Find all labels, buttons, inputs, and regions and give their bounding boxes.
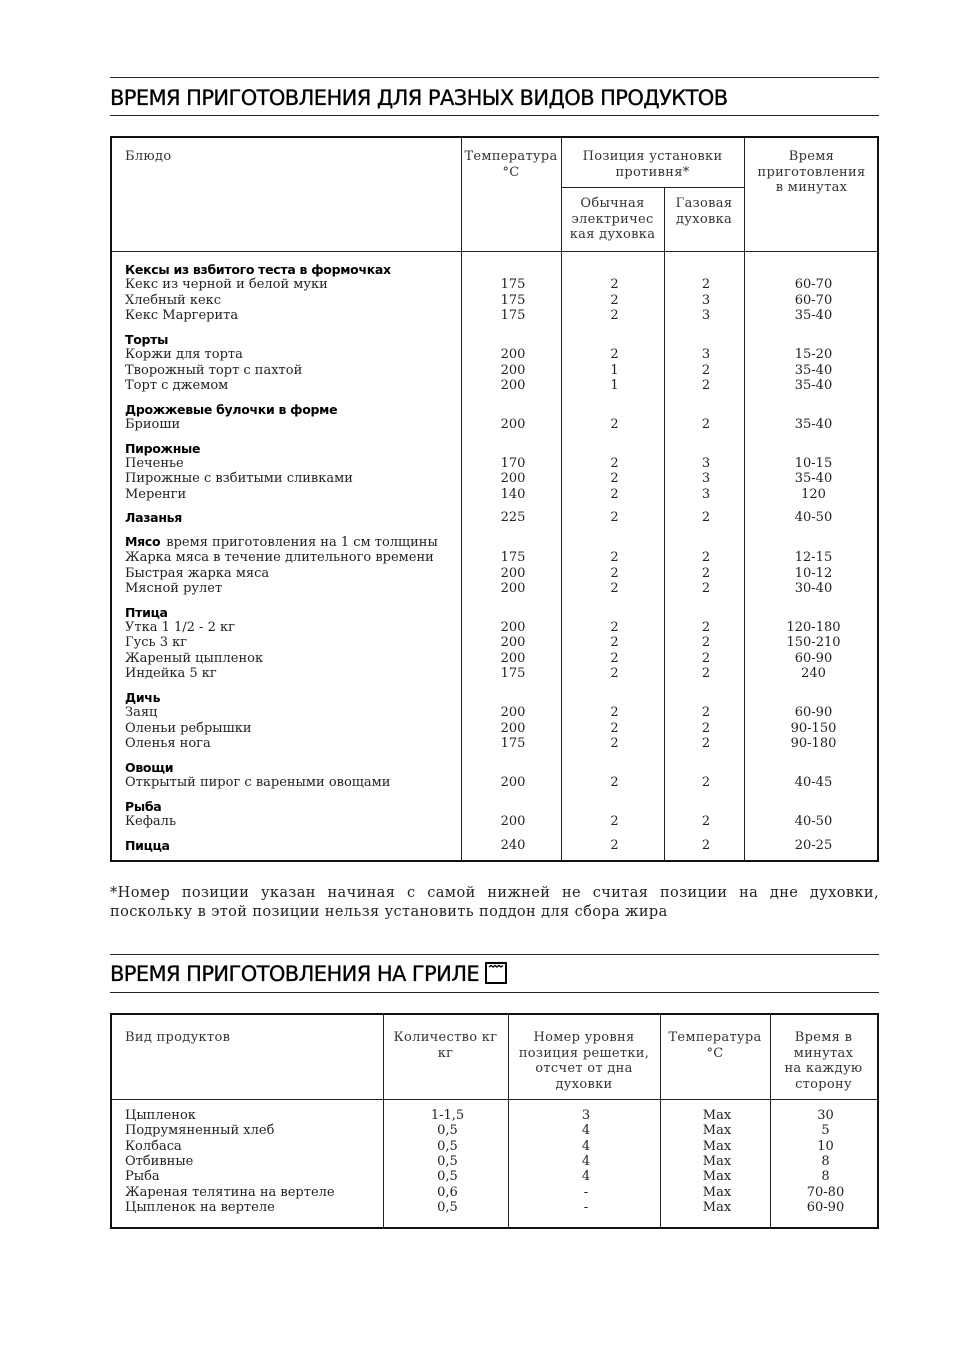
group-title: Дичь: [125, 689, 161, 705]
header-grill-temperature: [660, 1030, 770, 1061]
table2-header-rule: [112, 1099, 877, 1100]
table-row: [112, 363, 877, 378]
gas-position-cell: 2: [701, 620, 711, 635]
temperature-cell: 200: [500, 635, 526, 651]
quantity-cell: 0,5: [437, 1123, 458, 1139]
dish-name: Жареный цыпленок: [125, 650, 264, 666]
temperature-cell: 200: [500, 347, 526, 363]
table-row: [112, 471, 877, 486]
product-name: Отбивные: [125, 1153, 194, 1169]
header-level-line: позиция решетки,: [518, 1045, 650, 1061]
header-temperature-line: Температура: [464, 149, 558, 164]
header-position-line: противня*: [615, 164, 690, 180]
gas-position-cell: 2: [701, 277, 711, 293]
group-title: Овощи: [125, 759, 174, 775]
rack-level-cell: -: [583, 1184, 589, 1200]
quantity-cell: 0,5: [437, 1169, 458, 1185]
table-row: [112, 651, 877, 666]
cooking-time-cell: 60-90: [794, 650, 833, 666]
temperature-cell: 200: [500, 417, 526, 432]
grill-times-table: [110, 1013, 879, 1229]
cooking-time-cell: 90-150: [790, 720, 837, 736]
rack-level-cell: 4: [581, 1138, 591, 1154]
cooking-time-cell: 30-40: [794, 581, 833, 596]
gas-position-cell: 2: [701, 378, 711, 393]
table-row: [112, 550, 877, 565]
product-name: Цыпленок на вертеле: [125, 1199, 275, 1215]
dish-name: Кекс из черной и белой муки: [125, 277, 328, 293]
header-electric-line: Обычная: [580, 196, 645, 211]
time-per-side-cell: 8: [821, 1153, 830, 1169]
table-row: [112, 487, 877, 502]
cooking-times-table: [110, 136, 879, 862]
group-title: Дрожжевые булочки в форме: [125, 401, 338, 417]
header-time-line: приготовления: [757, 164, 866, 180]
dish-name: Кекс Маргерита: [125, 308, 239, 324]
dish-name: Торт с джемом: [125, 378, 229, 393]
electric-position-cell: 2: [610, 292, 619, 308]
rack-level-cell: 3: [581, 1108, 591, 1123]
gas-position-cell: 2: [701, 635, 711, 651]
dish-name: Жарка мяса в течение длительного времени: [125, 550, 434, 566]
header-time-line: в минутах: [775, 180, 848, 195]
gas-position-cell: 2: [701, 565, 711, 581]
section1-title-underline: [110, 115, 879, 116]
dish-name: Оленья нога: [125, 736, 211, 751]
quantity-cell: 1-1,5: [430, 1108, 465, 1123]
cooking-time-cell: 60-70: [794, 292, 833, 308]
cooking-time-cell: 15-20: [794, 347, 833, 363]
group-title: Рыба: [125, 798, 162, 814]
cooking-time-cell: 35-40: [794, 362, 833, 378]
electric-position-cell: 2: [610, 736, 619, 751]
header-product: Вид продуктов: [125, 1030, 231, 1045]
cooking-time-cell: 35-40: [794, 378, 833, 393]
electric-position-cell: 2: [610, 650, 619, 666]
header-quantity-line: Количество кг: [393, 1030, 498, 1045]
temperature-cell: 140: [500, 486, 526, 502]
table-row: [112, 1200, 877, 1215]
header-grill-temp-unit: °C: [706, 1045, 724, 1061]
gas-position-cell: 2: [701, 510, 711, 526]
dish-name: Гусь 3 кг: [125, 635, 188, 651]
table-row: [112, 1123, 877, 1138]
header-time-line: Время: [788, 149, 835, 164]
temperature-cell: 200: [500, 581, 526, 596]
temperature-cell: 240: [500, 837, 526, 853]
cooking-time-cell: 60-90: [794, 705, 833, 721]
gas-position-cell: 3: [701, 486, 711, 502]
product-name: Рыба: [125, 1169, 160, 1185]
dish-name: Пирожные с взбитыми сливками: [125, 471, 353, 487]
rack-level-cell: 4: [581, 1153, 591, 1169]
header-grill-time-line: минутах: [793, 1045, 854, 1061]
section2-top-rule: [110, 954, 879, 955]
gas-position-cell: 2: [701, 362, 711, 378]
header-grill-time: [770, 1030, 877, 1092]
header-grill-temp-line: Температура: [668, 1030, 762, 1045]
electric-position-cell: 2: [610, 456, 619, 471]
temperature-cell: 200: [500, 814, 526, 829]
cooking-time-cell: 150-210: [786, 635, 841, 651]
header-quantity: [383, 1030, 508, 1061]
cooking-time-cell: 20-25: [794, 837, 833, 853]
group-title-with-note: [125, 534, 438, 550]
section2-title: ВРЕМЯ ПРИГОТОВЛЕНИЯ НА ГРИЛЕ: [110, 962, 480, 986]
quantity-cell: 0,6: [437, 1184, 458, 1200]
temperature-cell: 200: [500, 471, 526, 487]
quantity-cell: 0,5: [437, 1199, 458, 1215]
group-title: Мясо: [125, 534, 161, 549]
temperature-cell: 200: [500, 775, 526, 790]
top-rule: [110, 77, 879, 78]
table-row: [112, 736, 877, 751]
header-position: [561, 149, 744, 180]
temperature-cell: 200: [500, 705, 526, 721]
rack-level-cell: 4: [581, 1169, 591, 1185]
gas-position-cell: 3: [701, 308, 711, 324]
table-row: [112, 277, 877, 292]
dish-name: Творожный торт с пахтой: [125, 362, 303, 378]
header-gas-line: духовка: [675, 211, 733, 227]
header-grill-time-line: Время в: [794, 1030, 853, 1045]
temperature-cell: 200: [500, 378, 526, 393]
table-row: [112, 1154, 877, 1169]
temperature-cell: 225: [500, 510, 526, 526]
group-row: [112, 510, 877, 525]
temperature-cell: 175: [500, 277, 526, 293]
electric-position-cell: 1: [610, 362, 619, 378]
cooking-time-cell: 40-50: [794, 510, 833, 526]
group-title: Кексы из взбитого теста в формочках: [125, 262, 391, 277]
group-row: [112, 262, 877, 277]
table-row: [112, 666, 877, 681]
electric-position-cell: 2: [610, 471, 619, 487]
time-per-side-cell: 60-90: [806, 1199, 845, 1215]
time-per-side-cell: 8: [821, 1169, 830, 1185]
table-row: [112, 1108, 877, 1123]
dish-name: Индейка 5 кг: [125, 666, 217, 682]
electric-position-cell: 2: [610, 837, 619, 853]
temperature-cell: 200: [500, 565, 526, 581]
electric-position-cell: 2: [610, 510, 619, 526]
group-title: Пирожные: [125, 440, 201, 456]
table-row: [112, 378, 877, 393]
temperature-cell: 175: [500, 550, 526, 566]
section2-title-underline: [110, 992, 879, 993]
gas-position-cell: 2: [701, 650, 711, 666]
group-row: [112, 605, 877, 620]
electric-position-cell: 2: [610, 775, 619, 790]
gas-position-cell: 2: [701, 417, 711, 432]
cooking-time-cell: 10-15: [794, 456, 833, 471]
table-row: [112, 721, 877, 736]
table-row: [112, 347, 877, 362]
gas-position-cell: 3: [701, 292, 711, 308]
table-row: [112, 814, 877, 829]
temperature-cell: 200: [500, 720, 526, 736]
header-gas-oven: [664, 196, 744, 227]
temperature-cell: Max: [702, 1108, 732, 1123]
dish-name: Кефаль: [125, 814, 177, 829]
header-position-line: Позиция установки: [582, 149, 723, 164]
dish-name: Открытый пирог с вареными овощами: [125, 775, 391, 790]
dish-name: Коржи для торта: [125, 347, 243, 363]
cooking-time-cell: 40-50: [794, 814, 833, 829]
table-row: [112, 581, 877, 596]
group-title: Птица: [125, 604, 168, 620]
header-level-line: духовки: [555, 1076, 613, 1092]
gas-position-cell: 3: [701, 456, 711, 471]
header-grill-time-line: на каждую: [784, 1061, 863, 1076]
group-title: Лазанья: [125, 510, 182, 526]
table-row: [112, 308, 877, 323]
electric-position-cell: 2: [610, 417, 619, 432]
cooking-time-cell: 90-180: [790, 736, 837, 751]
gas-position-cell: 2: [701, 736, 711, 751]
header-gas-line: Газовая: [675, 196, 733, 211]
product-name: Цыпленок: [125, 1108, 196, 1123]
table-row: [112, 1185, 877, 1200]
header-cooking-time: [744, 149, 879, 196]
cooking-time-cell: 10-12: [794, 565, 833, 581]
temperature-cell: 175: [500, 736, 526, 751]
cooking-time-cell: 240: [801, 666, 826, 682]
cooking-time-cell: 35-40: [794, 417, 833, 432]
temperature-cell: Max: [702, 1199, 732, 1215]
product-name: Колбаса: [125, 1138, 182, 1154]
temperature-cell: 175: [500, 666, 526, 682]
gas-position-cell: 2: [701, 550, 711, 566]
grill-icon: [485, 962, 507, 989]
header-level-line: Номер уровня: [533, 1030, 635, 1045]
rack-level-cell: 4: [581, 1123, 591, 1139]
time-per-side-cell: 70-80: [806, 1184, 845, 1200]
table-row: [112, 456, 877, 471]
table-row: [112, 566, 877, 581]
group-row: [112, 332, 877, 347]
product-name: Жареная телятина на вертеле: [125, 1184, 335, 1200]
gas-position-cell: 2: [701, 666, 711, 682]
gas-position-cell: 2: [701, 775, 711, 790]
dish-name: Заяц: [125, 705, 158, 721]
group-row: [112, 534, 877, 549]
electric-position-cell: 2: [610, 565, 619, 581]
header-temperature-unit: °C: [502, 164, 520, 180]
time-per-side-cell: 30: [817, 1108, 834, 1123]
electric-position-cell: 2: [610, 705, 619, 721]
header-electric-oven: [561, 196, 664, 243]
cooking-time-cell: 35-40: [794, 471, 833, 487]
electric-position-cell: 1: [610, 378, 619, 393]
table-row: [112, 1139, 877, 1154]
header-grill-time-line: сторону: [795, 1076, 852, 1092]
electric-position-cell: 2: [610, 620, 619, 635]
product-name: Подрумяненный хлеб: [125, 1123, 275, 1139]
group-row: [112, 838, 877, 853]
table-row: [112, 1169, 877, 1184]
gas-position-cell: 2: [701, 814, 711, 829]
group-row: [112, 690, 877, 705]
temperature-cell: 200: [500, 620, 526, 635]
table-row: [112, 293, 877, 308]
temperature-cell: 175: [500, 292, 526, 308]
temperature-cell: 200: [500, 362, 526, 378]
electric-position-cell: 2: [610, 666, 619, 682]
electric-position-cell: 2: [610, 550, 619, 566]
time-per-side-cell: 10: [817, 1138, 834, 1154]
temperature-cell: Max: [702, 1169, 732, 1185]
temperature-cell: Max: [702, 1153, 732, 1169]
table1-header-rule: [112, 251, 877, 252]
electric-position-cell: 2: [610, 277, 619, 293]
gas-position-cell: 3: [701, 347, 711, 363]
cooking-time-cell: 120: [801, 486, 826, 502]
dish-name: Утка 1 1/2 - 2 кг: [125, 620, 235, 635]
dish-name: Бриоши: [125, 417, 181, 432]
group-row: [112, 760, 877, 775]
electric-position-cell: 2: [610, 347, 619, 363]
group-title: Торты: [125, 331, 169, 347]
gas-position-cell: 2: [701, 705, 711, 721]
cooking-time-cell: 60-70: [794, 277, 833, 293]
temperature-cell: 200: [500, 650, 526, 666]
table1-subheader-rule: [561, 187, 744, 188]
table-row: [112, 775, 877, 790]
table-row: [112, 705, 877, 720]
dish-name: Мясной рулет: [125, 581, 223, 596]
gas-position-cell: 2: [701, 720, 711, 736]
group-row: [112, 402, 877, 417]
electric-position-cell: 2: [610, 720, 619, 736]
electric-position-cell: 2: [610, 581, 619, 596]
cooking-time-cell: 40-45: [794, 775, 833, 790]
time-per-side-cell: 5: [821, 1123, 830, 1139]
dish-name: Быстрая жарка мяса: [125, 565, 270, 581]
temperature-cell: Max: [702, 1184, 732, 1200]
gas-position-cell: 2: [701, 837, 711, 853]
group-row: [112, 441, 877, 456]
temperature-cell: 175: [500, 308, 526, 324]
temperature-cell: Max: [702, 1138, 732, 1154]
gas-position-cell: 3: [701, 471, 711, 487]
temperature-cell: 170: [500, 456, 526, 471]
footnote: *Номер позиции указан начиная с самой нижней не считая позиции на дне духовки, поскольку в этой позиции нельзя установить поддон для сбора жира: [110, 885, 879, 920]
gas-position-cell: 2: [701, 581, 711, 596]
header-electric-line: кая духовка: [569, 227, 656, 242]
group-row: [112, 799, 877, 814]
section2-title-row: [110, 962, 507, 989]
electric-position-cell: 2: [610, 635, 619, 651]
cooking-time-cell: 120-180: [786, 620, 841, 635]
electric-position-cell: 2: [610, 308, 619, 324]
quantity-cell: 0,5: [437, 1138, 458, 1154]
dish-name: Меренги: [125, 486, 187, 502]
table-row: [112, 620, 877, 635]
electric-position-cell: 2: [610, 486, 619, 502]
header-quantity-unit: кг: [437, 1045, 454, 1061]
dish-name: Печенье: [125, 456, 184, 471]
header-level-line: отсчет от дна: [535, 1061, 633, 1076]
section1-title: ВРЕМЯ ПРИГОТОВЛЕНИЯ ДЛЯ РАЗНЫХ ВИДОВ ПРОДУКТОВ: [110, 86, 728, 110]
header-temperature: [461, 149, 561, 180]
header-electric-line: электричес: [571, 211, 654, 227]
quantity-cell: 0,5: [437, 1153, 458, 1169]
header-rack-level: [508, 1030, 660, 1092]
group-title: Пицца: [125, 837, 170, 853]
group-note: время приготовления на 1 см толщины: [166, 535, 438, 550]
electric-position-cell: 2: [610, 814, 619, 829]
dish-name: Хлебный кекс: [125, 292, 222, 308]
cooking-time-cell: 12-15: [794, 550, 833, 566]
table-row: [112, 635, 877, 650]
header-dish: Блюдо: [125, 149, 172, 164]
rack-level-cell: -: [583, 1199, 589, 1215]
dish-name: Оленьи ребрышки: [125, 720, 252, 736]
table-row: [112, 417, 877, 432]
temperature-cell: Max: [702, 1123, 732, 1139]
cooking-time-cell: 35-40: [794, 308, 833, 324]
